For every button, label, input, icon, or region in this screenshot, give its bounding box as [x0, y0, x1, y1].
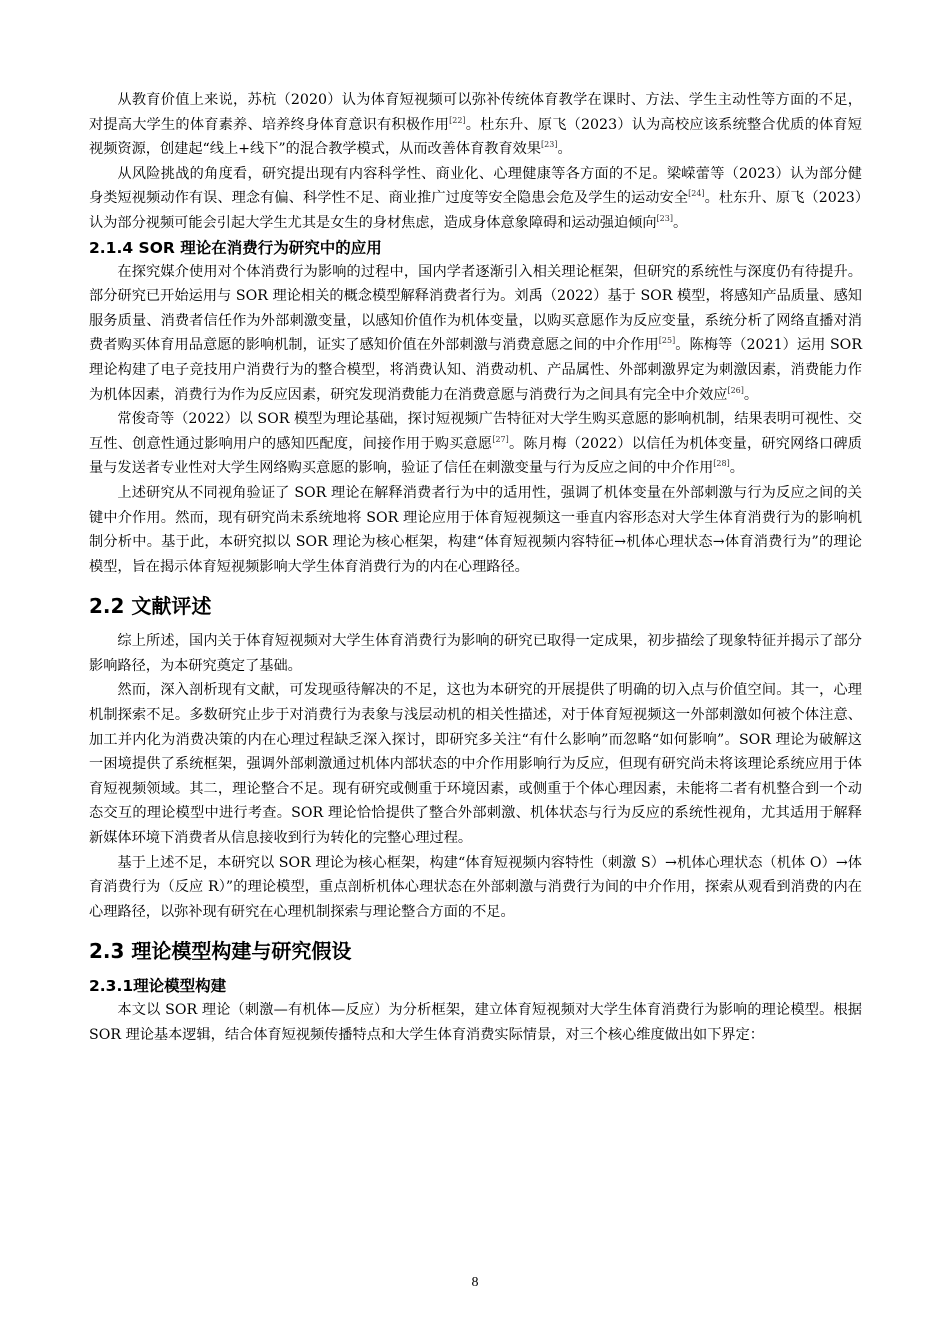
citation: [22] [449, 115, 466, 125]
paragraph-model-construction: 本文以 SOR 理论（刺激—有机体—反应）为分析框架，建立体育短视频对大学生体育消费行为影响的理论模型。根据 SOR 理论基本逻辑，结合体育短视频传播特点和大学生体育消费实际情景，对三个核心维度做出如下界定： [89, 1002, 862, 1043]
paragraph-education-value: 从教育价值上来说，苏杭（2020）认为体育短视频可以弥补传统体育教学在课时、方法、学生主动性等方面的不足，对提高大学生的体育素养、培养终身体育意识有积极作用[22]。杜东升、原飞（2023）认为高校应该系统整合优质的体育短视频资源，创建起“线上+线下”的混合教学模式，从而改善体育教育效果[23]。 [89, 92, 862, 158]
heading-2-1-4: 2.1.4 SOR 理论在消费行为研究中的应用 [89, 238, 382, 257]
citation: [27] [492, 434, 509, 444]
paragraph-sor-application: 在探究媒介使用对个体消费行为影响的过程中，国内学者逐渐引入相关理论框架，但研究的系统性与深度仍有待提升。部分研究已开始运用与 SOR 理论相关的概念模型解释消费者行为。刘禹（2022）基于 SOR 模型，将感知产品质量、感知服务质量、消费者信任作为外部刺激变量，以感知价值作为机体变量，以购买意愿作为反应变量，系统分析了网络直播对消费者购买体育用品意愿的影响机制，证实了感知价值在外部刺激与消费意愿之间的中介作用[25]。陈梅等（2021）运用 SOR 理论构建了电子竞技用户消费行为的整合模型，将消费认知、消费动机、产品属性、外部刺激界定为刺激因素，消费能力作为机体因素，消费行为作为反应因素，研究发现消费能力在消费意愿与消费行为之间具有完全中介效应[26]。 [89, 263, 862, 403]
paragraph-review-conclusion: 基于上述不足，本研究以 SOR 理论为核心框架，构建“体育短视频内容特性（刺激 S）→机体心理状态（机体 O）→体育消费行为（反应 R）”的理论模型，重点剖析机体心理状态在外部刺激与消费行为间的中介作用，探索从观看到消费的内在心理路径，以弥补现有研究在心理机制探索与理论整合方面的不足。 [89, 854, 862, 920]
paragraph-review-gaps: 然而，深入剖析现有文献，可发现亟待解决的不足，这也为本研究的开展提供了明确的切入点与价值空间。其一，心理机制探索不足。多数研究止步于对消费行为表象与浅层动机的相关性描述，对于体育短视频这一外部刺激如何被个体注意、加工并内化为消费决策的内在心理过程缺乏深入探讨，即研究多关注“有什么影响”而忽略“如何影响”。SOR 理论为破解这一困境提供了系统框架，强调外部刺激通过机体内部状态的中介作用影响行为反应，但现有研究尚未将该理论系统应用于体育短视频领域。其二，理论整合不足。现有研究或侧重于环境因素，或侧重于个体心理因素，未能将二者有机整合到一个动态交互的理论模型中进行考查。SOR 理论恰恰提供了整合外部刺激、机体状态与行为反应的系统性视角，尤其适用于解释新媒体环境下消费者从信息接收到行为转化的完整心理过程。 [89, 682, 862, 847]
citation: [23] [656, 213, 673, 223]
citation: [25] [658, 336, 676, 346]
citation: [24] [688, 189, 705, 199]
citation: [28] [713, 459, 730, 469]
citation: [23] [541, 140, 558, 150]
paragraph-short-video-ads: 常俊奇等（2022）以 SOR 模型为理论基础，探讨短视频广告特征对大学生购买意愿的影响机制，结果表明可视性、交互性、创意性通过影响用户的感知匹配度，间接作用于购买意愿[27]。陈月梅（2022）以信任为机体变量，研究网络口碑质量与发送者专业性对大学生网络购买意愿的影响，验证了信任在刺激变量与行为反应之间的中介作用[28]。 [89, 411, 862, 477]
page-number: 8 [471, 1275, 479, 1290]
heading-2-2: 2.2 文献评述 [89, 594, 212, 619]
paragraph-risk-challenge: 从风险挑战的角度看，研究提出现有内容科学性、商业化、心理健康等各方面的不足。梁嵘蕾等（2023）认为部分健身类短视频动作有误、理念有偏、科学性不足、商业推广过度等安全隐患会危及学生的运动安全[24]。杜东升、原飞（2023）认为部分视频可能会引起大学生尤其是女生的身材焦虑，造成身体意象障碍和运动强迫倾向[23]。 [89, 165, 862, 231]
paragraph-summary-sor: 上述研究从不同视角验证了 SOR 理论在解释消费者行为中的适用性，强调了机体变量在外部刺激与行为反应之间的关键中介作用。然而，现有研究尚未系统地将 SOR 理论应用于体育短视频这一垂直内容形态对大学生体育消费行为的影响机制分析中。基于此，本研究拟以 SOR 理论为核心框架，构建“体育短视频内容特征→机体心理状态→体育消费行为”的理论模型，旨在揭示体育短视频影响大学生体育消费行为的内在心理路径。 [89, 484, 862, 575]
paragraph-review-intro: 综上所述，国内关于体育短视频对大学生体育消费行为影响的研究已取得一定成果，初步描绘了现象特征并揭示了部分影响路径，为本研究奠定了基础。 [89, 633, 862, 674]
heading-2-3-1: 2.3.1理论模型构建 [89, 977, 227, 996]
citation: [26] [727, 385, 744, 395]
heading-2-3: 2.3 理论模型构建与研究假设 [89, 939, 352, 964]
